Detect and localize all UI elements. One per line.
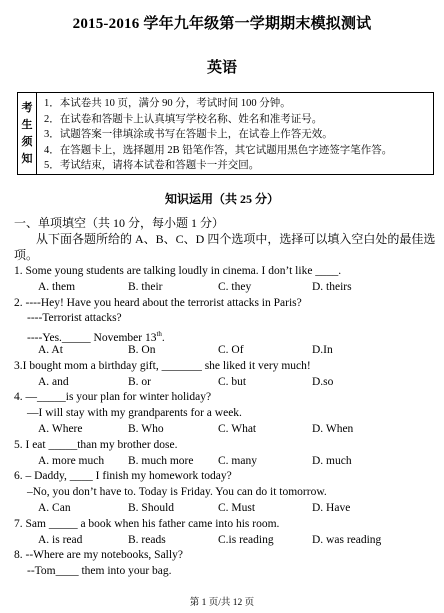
question-dialog-line: ----Terrorist attacks?	[27, 312, 122, 325]
option: D.In	[312, 343, 333, 356]
exam-title: 2015-2016 学年九年级第一学期期末模拟测试	[72, 16, 372, 32]
option: A. more much	[38, 454, 105, 467]
question-options	[14, 343, 438, 359]
question-stem: 5. I eat _____than my brother dose.	[14, 438, 178, 451]
notice-box	[17, 92, 434, 175]
subject-title: 英语	[206, 60, 237, 76]
notice-label-char: 考	[21, 101, 33, 114]
notice-line: 1．本试卷共 10 页，满分 90 分，考试时间 100 分钟。	[44, 98, 291, 109]
question-dialog-line: ----Yes._____ November 13th.	[27, 330, 165, 345]
question-dialog-line: —I will stay with my grandparents for a week.	[27, 407, 242, 420]
instruction-text: 从下面各题所给的 A、B、C、D 四个选项中，选择可以填入空白处的最佳选项。	[14, 232, 436, 262]
question-stem: 3.I bought mom a birthday gift, _______ she liked it very much!	[14, 359, 311, 372]
option: C. Of	[218, 343, 244, 356]
option: B. much more	[128, 454, 194, 467]
option: B. their	[128, 280, 163, 293]
option: B. reads	[128, 533, 166, 546]
option: C. Must	[218, 501, 256, 514]
notice-line: 2．在试卷和答题卡上认真填写学校名称、姓名和准考证号。	[44, 113, 323, 125]
option: D. theirs	[312, 280, 352, 293]
option: A. Can	[38, 501, 71, 514]
option: A. is read	[38, 533, 83, 546]
notice-label-char: 生	[21, 118, 33, 131]
questions-area	[14, 215, 438, 580]
notice-label-char: 须	[21, 135, 33, 148]
notice-line: 5．考试结束，请将本试卷和答题卡一并交回。	[44, 160, 260, 171]
question-options	[14, 422, 438, 438]
question-dialog-line: --Tom____ them into your bag.	[27, 565, 172, 578]
question-stem: 2. ----Hey! Have you heard about the terrorist attacks in Paris?	[14, 296, 302, 309]
question-stem: 7. Sam _____ a book when his father came into his room.	[14, 517, 280, 530]
question-options	[14, 375, 438, 391]
question-options	[14, 280, 438, 296]
notice-line: 4．在答题卡上，选择题用 2B 铅笔作答，其它试题用黑色字迹签字笔作答。	[44, 144, 393, 156]
part-title: 一、单项填空（共 10 分，每小题 1 分）	[14, 216, 225, 230]
question-options	[14, 501, 438, 517]
notice-label-char: 知	[21, 152, 33, 165]
question-options	[14, 533, 438, 549]
option: B. Who	[128, 422, 164, 435]
option: A. and	[38, 375, 69, 388]
page-footer: 第 1 页/共 12 页	[189, 598, 255, 608]
question-dialog-line: –No, you don’t have to. Today is Friday. You can do it tomorrow.	[27, 486, 327, 499]
question-stem: 1. Some young students are talking loudly in cinema. I don’t like ____.	[14, 265, 342, 277]
question-stem: 4. —_____is your plan for winter holiday?	[14, 391, 212, 404]
option: D. was reading	[312, 533, 382, 546]
question-stem: 8. --Where are my notebooks, Sally?	[14, 549, 183, 562]
option: D.so	[312, 375, 334, 388]
notice-label	[18, 93, 37, 174]
option: D. When	[312, 422, 354, 435]
option: D. much	[312, 454, 352, 467]
ordinal-suffix: th	[156, 330, 162, 339]
section-title: 知识运用（共 25 分）	[164, 192, 279, 206]
option: B. or	[128, 375, 151, 388]
option: C. many	[218, 454, 257, 467]
question-options	[14, 454, 438, 470]
option: C. but	[218, 375, 247, 388]
question-stem: 6. – Daddy, ____ I finish my homework today?	[14, 470, 232, 483]
notice-body	[37, 93, 433, 174]
option: C.is reading	[218, 533, 274, 546]
dialog-text: ----Yes._____ November 13	[27, 332, 157, 345]
option: B. On	[128, 343, 156, 356]
option: A. Where	[38, 422, 83, 435]
option: C. they	[218, 280, 252, 293]
option: C. What	[218, 422, 257, 435]
option: A. At	[38, 343, 63, 356]
option: D. Have	[312, 501, 351, 514]
option: A. them	[38, 280, 76, 293]
option: B. Should	[128, 501, 175, 514]
notice-line: 3．试题答案一律填涂或书写在答题卡上，在试卷上作答无效。	[44, 129, 333, 140]
